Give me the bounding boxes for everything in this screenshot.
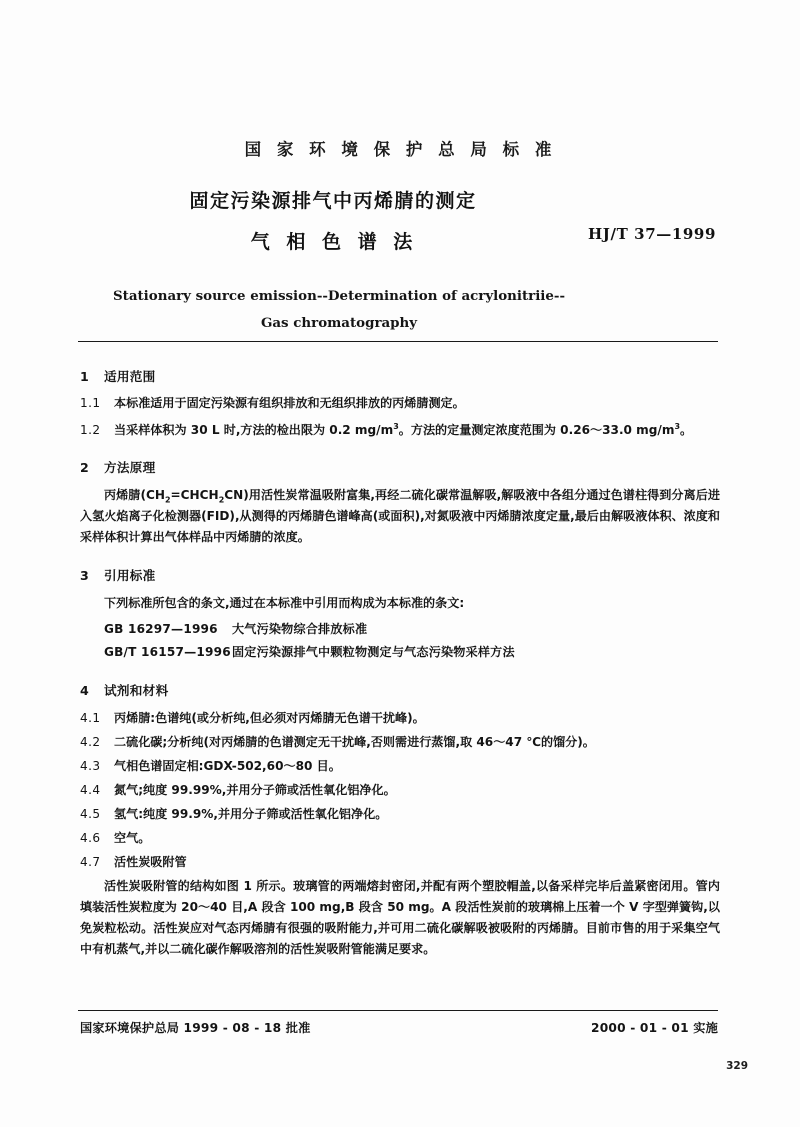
document-title-group — [78, 186, 718, 254]
clause-text-4-3: 气相色谱固定相:GDX-502,60～80 目。 — [114, 759, 341, 774]
clause-number-4-6: 4.6 — [80, 831, 101, 846]
section-number-3: 3 — [80, 567, 90, 583]
clause-4-3 — [80, 756, 720, 776]
standard-number: HJ/T 37—1999 — [588, 225, 716, 243]
clause-text-1-2-a: 当采样体积为 30 L 时,方法的检出限为 0.2 mg/m — [114, 422, 394, 437]
section-number-4: 4 — [80, 682, 90, 698]
issuing-agency-line: 国 家 环 境 保 护 总 局 标 准 — [244, 140, 557, 159]
clause-text-4-7: 活性炭吸附管 — [114, 855, 187, 870]
clause-text-4-2: 二硫化碳;分析纯(对丙烯腈的色谱测定无干扰峰,否则需进行蒸馏,取 46～47 ℃的馏分)。 — [114, 735, 595, 749]
section-heading-3 — [80, 565, 720, 584]
clause-text-1-2-b: 。方法的定量测定浓度范围为 0.26～33.0 mg/m — [398, 422, 675, 437]
section-title-4: 试剂和材料 — [104, 682, 169, 698]
superscript-cubic-a: 3 — [393, 421, 399, 431]
section-heading-4 — [80, 680, 720, 699]
clause-4-1 — [80, 708, 720, 728]
english-title-line-1: Stationary source emission--Determination of acrylonitriie-- — [112, 288, 566, 304]
clause-number-4-1: 4.1 — [80, 710, 101, 725]
clause-number-1-2: 1.2 — [80, 422, 101, 437]
clause-number-4-3: 4.3 — [80, 759, 101, 774]
superscript-cubic-b: 3 — [674, 421, 680, 431]
clause-text-4-1: 丙烯腈:色谱纯(或分析纯,但必须对丙烯腈无色谱干扰峰)。 — [114, 710, 425, 725]
clause-4-5 — [80, 804, 720, 824]
document-footer — [80, 1019, 718, 1036]
clause-text-1-2-c: 。 — [680, 422, 693, 437]
clause-number-4-4: 4.4 — [80, 783, 101, 798]
clause-number-4-2: 4.2 — [80, 735, 101, 749]
reference-code: GB 16297—1996 — [104, 622, 218, 637]
reference-name: 固定污染源排气中颗粒物测定与气态污染物采样方法 — [232, 645, 515, 660]
footer-divider-rule — [78, 1010, 718, 1011]
clause-number-1-1: 1.1 — [80, 396, 101, 410]
english-title-line-2: Gas chromatography — [260, 315, 418, 331]
clause-text-4-4: 氮气;纯度 99.99%,并用分子筛或活性氧化铝净化。 — [114, 783, 396, 798]
clause-1-1 — [80, 394, 720, 414]
section-2-body-text: CN)用活性炭常温吸附富集,再经二硫化碳常温解吸,解吸液中各组分通过色谱柱得到分离后进入氢火焰离子化检测器(FID),从测得的丙烯腈色谱峰高(或面积),对氮吸液中丙烯腈浓度定量,最后由解吸液体积、浓度和采样体积计算出气体样品中丙烯腈的浓度。 — [80, 488, 720, 544]
document-title-line-2: 气 相 色 谱 法 — [250, 231, 418, 253]
clause-number-4-5: 4.5 — [80, 807, 101, 822]
section-title-1: 适用范围 — [104, 369, 156, 384]
section-2-paragraph — [80, 485, 720, 547]
section-heading-2 — [80, 457, 720, 476]
clause-4-6 — [80, 828, 720, 848]
clause-4-7 — [80, 852, 720, 872]
title-block — [78, 136, 718, 331]
clause-text-4-6: 空气。 — [114, 831, 151, 846]
clause-4-7-paragraph: 活性炭吸附管的结构如图 1 所示。玻璃管的两端熔封密闭,并配有两个塑胶帽盖,以备采样完毕后盖紧密闭用。管内填装活性炭粒度为 20～40 目,A 段含 100 mg,B 段含 50 mg。A 段活性炭前的玻璃棉上压着一个 V 字型弹簧钩,以免炭粒松动。活性炭应对气态丙烯腈有很强的吸附能力,并可用二硫化碳解吸被吸附的丙烯腈。目前市售的用于采集空气中有机蒸气,并以二硫化碳作解吸溶剂的活性炭吸附管能满足要求。 — [80, 879, 720, 956]
section-number-2: 2 — [80, 460, 90, 476]
section-3-intro: 下列标准所包含的条文,通过在本标准中引用而构成为本标准的条文: — [104, 595, 465, 610]
subscript-2-a: 2 — [165, 495, 171, 505]
section-title-3: 引用标准 — [104, 567, 156, 583]
reference-name: 大气污染物综合排放标准 — [232, 622, 368, 637]
section-title-2: 方法原理 — [104, 460, 156, 476]
clause-text-1-1: 本标准适用于固定污染源有组织排放和无组织排放的丙烯腈测定。 — [114, 396, 465, 410]
header-divider-rule — [78, 341, 718, 342]
formula-prefix: 丙烯腈(CH — [104, 488, 165, 503]
clause-text-4-5: 氢气:纯度 99.9%,并用分子筛或活性氧化铝净化。 — [114, 807, 388, 822]
clause-1-2 — [80, 421, 720, 441]
document-title-line-1: 固定污染源排气中丙烯腈的测定 — [189, 190, 477, 212]
clause-4-2 — [80, 732, 720, 752]
section-heading-1 — [80, 366, 720, 385]
effective-date-text: 2000 - 01 - 01 实施 — [591, 1021, 718, 1035]
approval-date-text: 国家环境保护总局 1999 - 08 - 18 批准 — [80, 1021, 311, 1035]
document-body — [80, 366, 720, 966]
section-number-1: 1 — [80, 369, 90, 384]
formula-middle: =CHCH — [170, 488, 219, 503]
subscript-2-b: 2 — [218, 495, 225, 505]
clause-4-4 — [80, 780, 720, 800]
reference-standard-row — [80, 619, 720, 640]
page-number: 329 — [726, 1060, 748, 1072]
reference-standard-row — [80, 642, 720, 663]
reference-code: GB/T 16157—1996 — [104, 645, 231, 660]
clause-number-4-7: 4.7 — [80, 855, 101, 870]
